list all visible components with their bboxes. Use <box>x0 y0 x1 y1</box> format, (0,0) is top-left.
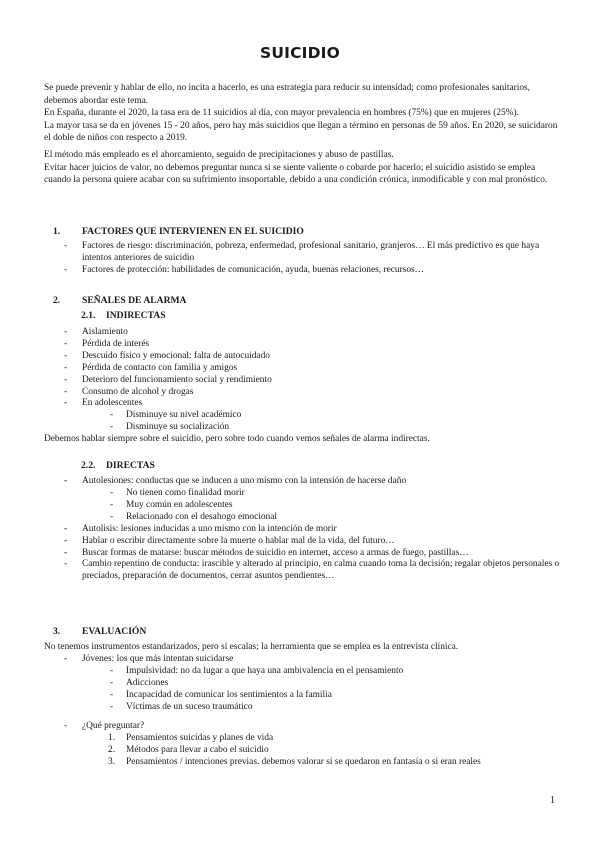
item-number: 3. <box>108 757 116 768</box>
sub-list-item: - Incapacidad de comunicar los sentimientos a la familia <box>90 690 564 702</box>
item-number: 1. <box>108 733 116 744</box>
section-evaluacion <box>44 626 564 769</box>
section-number: 1. <box>53 226 61 237</box>
subsection-heading <box>44 310 564 324</box>
list-item-label: Jóvenes: los que más intentan suicidarse <box>82 653 234 664</box>
list-item: - Consumo de alcohol y drogas <box>44 387 564 399</box>
list-item <box>44 476 564 524</box>
section-factores <box>44 226 564 277</box>
intro-paragraph: El método más empleado es el ahorcamiento, seguido de precipitaciones y abuso de pastillas. <box>44 149 394 160</box>
item-text: Pensamientos / intenciones previas. debemos valorar si se quedaron en fantasía o si eran reales <box>126 757 481 768</box>
list-item: - Factores de protección: habilidades de comunicación, ayuda, buenas relaciones, recursos… <box>44 265 564 277</box>
section-number: 2. <box>53 295 61 306</box>
sub-list-item: - Víctimas de un suceso traumático <box>90 702 564 714</box>
list-item: - Descuido físico y emocional: falta de autocuidado <box>44 351 564 363</box>
list-item: - Pérdida de contacto con familia y amigos <box>44 363 564 375</box>
list-item-label: Autolesiones: conductas que se inducen a uno mismo con la intensión de hacerse daño <box>82 476 407 487</box>
subsection-number: 2.2. <box>81 460 96 472</box>
list-item: - Buscar formas de matarse: buscar métodos de suicidio en internet, acceso a armas de fuego, pastillas… <box>44 548 564 560</box>
list-item-label: ¿Qué preguntar? <box>82 721 145 732</box>
item-text: Pensamientos suicidas y planes de vida <box>126 733 274 744</box>
section-heading <box>44 626 564 640</box>
page-number: 1 <box>550 795 555 806</box>
section-number: 3. <box>53 626 61 637</box>
list-item <box>44 398 564 434</box>
section-intro: No tenemos instrumentos estandarizados, pero sí escalas; la herramienta que se emplea es la entrevista clínica. <box>44 642 459 652</box>
numbered-item <box>90 757 564 769</box>
subsection-number: 2.1. <box>81 310 96 321</box>
subsection-title: INDIRECTAS <box>106 310 166 321</box>
sub-list-item: - Adicciones <box>90 678 564 690</box>
sub-list-item: - Muy común en adolescentes <box>90 500 564 512</box>
list-item: - Aislamiento <box>44 327 564 339</box>
list-item <box>44 654 564 714</box>
intro-paragraph: En España, durante el 2020, la tasa era de 11 suicidios al día, con mayor prevalencia en hombres (75%) que en mujeres (25%). <box>44 108 520 119</box>
intro-paragraph: La mayor tasa se da en jóvenes 15 - 20 años, pero hay más suicidios que llegan a término en personas de 59 años. En 2020, se suicidaron el doble de niños con respecto a 2019. <box>44 120 558 144</box>
item-number: 2. <box>108 745 116 756</box>
intro-paragraph: Evitar hacer juicios de valor, no debemos preguntar nunca si se siente valiente o cobarde por hacerlo; el suicidio asistido se emplea cuando la persona quiere acabar con su sufrimiento insoportable, debido a una condición crónica, inmodificable y con mal pronóstico. <box>44 162 548 186</box>
list-item: - Deterioro del funcionamiento social y rendimiento <box>44 375 564 387</box>
sub-list-item: - Disminuye su nivel académico <box>90 410 564 422</box>
section-title: EVALUACIÓN <box>82 626 147 637</box>
intro-block <box>44 82 564 187</box>
list-item: - Factores de riesgo: discriminación, pobreza, enfermedad, profesional sanitario, granjeros… El más predictivo es que haya intentos anteriores de suicidio <box>44 241 564 265</box>
list-item <box>44 721 564 769</box>
numbered-item <box>90 745 564 757</box>
list-item: - Pérdida de interés <box>44 339 564 351</box>
section-title: FACTORES QUE INTERVIENEN EN EL SUICIDIO <box>82 226 304 237</box>
section-alarma <box>44 295 564 583</box>
document-title: SUICIDIO <box>259 44 341 62</box>
intro-paragraph: Se puede prevenir y hablar de ello, no incita a hacerlo, es una estrategia para reducir su intensidad; como profesionales sanitarios, debemos abordar este tema. <box>44 83 531 106</box>
section-title: SEÑALES DE ALARMA <box>82 295 187 306</box>
item-text: Métodos para llevar a cabo el suicidio <box>126 745 269 756</box>
list-item: - Autolisis: lesiones inducidas a uno mismo con la intención de morir <box>44 524 564 536</box>
sub-list-item: - Impulsividad: no da lugar a que haya una ambivalencia en el pensamiento <box>90 666 564 678</box>
sub-list-item: - Disminuye su socialización <box>90 422 564 434</box>
subsection-heading <box>44 460 564 474</box>
numbered-item <box>90 733 564 745</box>
list-item: - Hablar o escribir directamente sobre la muerte o hablar mal de la vida, del futuro… <box>44 536 564 548</box>
list-item: - Cambio repentino de conducta: irascible y alterado al principio, en calma cuando toma la decisión; regalar objetos personales o preciados, preparación de documentos, cerrar asuntos pendientes… <box>44 559 564 583</box>
sub-list-item: - No tienen como finalidad morir <box>90 488 564 500</box>
sub-list-item: - Relacionado con el desahogo emocional <box>90 512 564 524</box>
section-heading <box>44 226 564 240</box>
list-item-label: En adolescentes <box>82 398 143 409</box>
subsection-title: DIRECTAS <box>106 460 155 472</box>
section-heading <box>44 295 564 309</box>
note-paragraph: Debemos hablar siempre sobre el suicidio, pero sobre todo cuando vemos señales de alarma indirectas. <box>44 434 430 445</box>
